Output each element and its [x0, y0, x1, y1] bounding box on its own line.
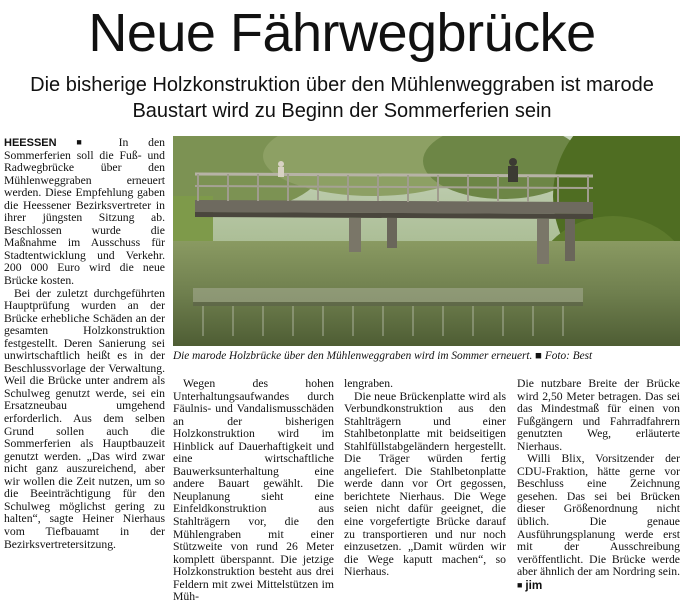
article-paragraph: Bei der zuletzt durchgeführten Hauptprüfung wurden an der Brücke erhebliche Schäden an der gesamten Holzkonstruktion festgestellt. Deren Sanierung sei unwirtschaftlich heißt es in der Beschlussvorlage der Verwaltung. Weil die Brücke unter andrem als Schulweg genutzt werde, sei ein Ersatzneubau umgehend erforderlich. Aus dem selben Grund sollen auch die Sommerferien als Hauptbauzeit genutzt werden. „Das wird zwar nicht ganz auszureichend, aber wir wollen die Zeit nutzen, um so die Beeinträchtigung für den Schulweg möglichst gering zu halten“, sagte Heiner Nierhaus vom Tiefbauamt in der Bezirksvertretersitzung.	[4, 286, 165, 551]
dateline: HEESSEN	[4, 137, 57, 149]
article-paragraph	[4, 136, 165, 288]
article-paragraph: Die neue Brückenplatte wird als Verbundkonstruktion aus den Stahlträgern und einer Stahlbetonplatte mit beidseitigen Stahlfüllstabgeländern hergestellt. Die Träger würden fertig angeliefert. Die Stahlbetonplatte werde dann vor Ort gegossen, berichtete Nierhaus. Die Wege seien nicht dafür geeignet, die eine vorgefertigte Brücke darauf zu transportieren und nur noch einzusetzen. „Damit würden wir die Wege kaputt machen“, so Nierhaus.	[344, 389, 506, 579]
photo-caption	[173, 349, 680, 363]
article-paragraph	[517, 453, 680, 592]
bridge-photo-illustration	[173, 136, 680, 346]
subheadline-line1: Die bisherige Holzkonstruktion über den Mühlenweggraben ist marode	[30, 74, 654, 96]
subheadline-line2: Baustart wird zu Beginn der Sommerferien sein	[132, 100, 552, 122]
caption-separator: ■	[535, 350, 542, 362]
article-paragraph: lengraben.	[344, 378, 393, 390]
paragraph-text: In den Sommerferien soll die Fuß- und Radwegbrücke über den Mühlenweggraben erneuert werden. Diese Empfehlung gaben die Heessener Bezirksvertreter in ihrer jüngsten Sitzung ab. Beschlossen wurde die Maßnahme im Ausschuss für Stadtentwicklung und Verkehr. 200 000 Euro wird die neue Brücke kosten.	[4, 136, 165, 288]
paragraph-text: Willi Blix, Vorsitzender der CDU-Fraktion, hätte gerne vor Beschluss eine Zeichnung gesehen. Das sei bei Brücken dieser Größenordnung nicht üblich. Die genaue Ausführungsplanung werde erst mit der Ausschreibung veröffentlicht. Die Brücke werde aber ähnlich der am Nordring sein.	[517, 452, 680, 579]
dateline-square-icon: ■	[76, 137, 99, 147]
photo-credit: Foto: Best	[544, 350, 593, 362]
article-column-1	[4, 136, 165, 610]
article-paragraph: Wegen des hohen Unterhaltungsaufwandes durch Fäulnis- und Vandalismusschäden an der bisherigen Holzkonstruktion wird im Hinblick auf Dauerhaftigkeit und eine wirtschaftliche Bauwerksunterhaltung eine andere Bauart gewählt. Die Neuplanung sieht eine Einfeldkonstruktion aus Stahlträgern vor, die den Mühlengraben mit einer Stützweite von rund 26 Meter komplett überspannt. Die jetzige Holzkonstruktion besteht aus drei Feldern mit zwei Mittelstützen im Müh-	[173, 378, 334, 604]
end-square-icon: ■	[517, 579, 523, 590]
article-column-3	[344, 378, 506, 610]
article-paragraph: Die nutzbare Breite der Brücke wird 2,50 Meter betragen. Das sei das Mindestmaß für einen von Fußgängern und Fahrradfahrern genutzten Weg, erläuterte Nierhaus.	[517, 378, 680, 453]
caption-text: Die marode Holzbrücke über den Mühlenweggraben wird im Sommer erneuert.	[173, 350, 533, 362]
headline: Neue Fährwegbrücke	[88, 3, 596, 63]
article-column-4	[517, 378, 680, 610]
author-signature: jim	[525, 578, 543, 592]
bridge-photo	[173, 136, 680, 346]
article-column-2	[173, 378, 334, 610]
